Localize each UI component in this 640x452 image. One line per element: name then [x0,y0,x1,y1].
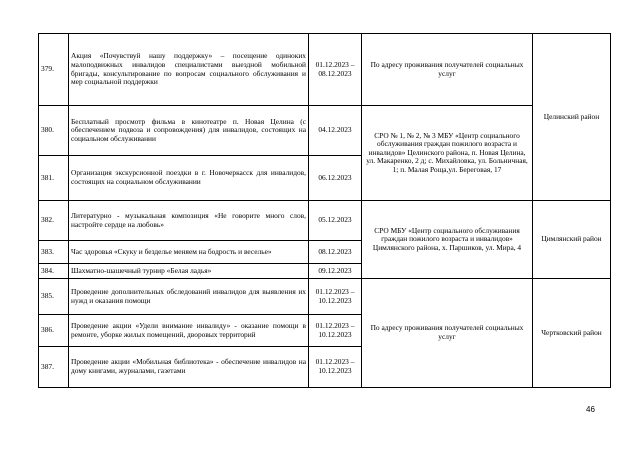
event-date: 06.12.2023 [309,156,362,201]
table-row [39,201,611,241]
event-description: Проведение акции «Мобильная библиотека» - обеспечение инвалидов на дому книгами, журналами, газетами [69,347,309,388]
table-row [39,279,611,315]
table-row [39,106,611,156]
event-date: 01.12.2023 – 10.12.2023 [309,279,362,315]
row-number: 379. [39,34,69,106]
event-date: 01.12.2023 – 10.12.2023 [309,315,362,347]
row-number: 386. [39,315,69,347]
event-description: Проведение дополнительных обследований инвалидов для выявления их нужд и оказания помощи [69,279,309,315]
row-number: 383. [39,241,69,264]
event-description: Шахматно-шашечный турнир «Белая ладья» [69,264,309,279]
event-description: Проведение акции «Удели внимание инвалиду» - оказание помощи в ремонте, уборке жилых помещений, дворовых территорий [69,315,309,347]
event-description: Бесплатный просмотр фильма в кинотеатре п. Новая Целина (с обеспечением подвоза и сопровождения) для инвалидов, состоящих на социальном обслуживании [69,106,309,156]
event-date: 04.12.2023 [309,106,362,156]
event-date: 01.12.2023 – 08.12.2023 [309,34,362,106]
row-number: 381. [39,156,69,201]
event-location: По адресу проживания получателей социальных услуг [362,279,533,388]
row-number: 382. [39,201,69,241]
event-description: Час здоровья «Скуку и безделье меняем на бодрость и веселье» [69,241,309,264]
row-number: 384. [39,264,69,279]
district: Целинский район [533,34,611,201]
event-date: 01.12.2023 – 10.12.2023 [309,347,362,388]
event-location: СРО МБУ «Центр социального обслуживания граждан пожилого возраста и инвалидов» Цимлянского района, х. Паршиков, ул. Мира, 4 [362,201,533,279]
event-description: Организация экскурсионной поездки в г. Новочеркасск для инвалидов, состоящих на социальном обслуживании [69,156,309,201]
event-location: СРО № 1, № 2, № 3 МБУ «Центр социального обслуживания граждан пожилого возраста и инвалидов» Целинского района, п. Новая Целина, ул. Макаренко, 2 д; с. Михайловка, ул. Больничная, 1; п. Малая Роща,ул. Береговая, 17 [362,106,533,201]
district: Чертковский район [533,279,611,388]
event-location: По адресу проживания получателей социальных услуг [362,34,533,106]
row-number: 387. [39,347,69,388]
event-date: 08.12.2023 [309,241,362,264]
district: Цимлянский район [533,201,611,279]
row-number: 385. [39,279,69,315]
event-description: Литературно - музыкальная композиция «Не говорите много слов, настройте сердце на любовь» [69,201,309,241]
event-description: Акция «Почувствуй нашу поддержку» – посещение одиноких малоподвижных инвалидов специалистами выездной мобильной бригады, консультирование по вопросам социального обслуживания и мер социальной поддержки [69,34,309,106]
event-date: 05.12.2023 [309,201,362,241]
table-row [39,34,611,106]
event-date: 09.12.2023 [309,264,362,279]
row-number: 380. [39,106,69,156]
page-number: 46 [586,405,595,414]
events-table [38,33,611,388]
